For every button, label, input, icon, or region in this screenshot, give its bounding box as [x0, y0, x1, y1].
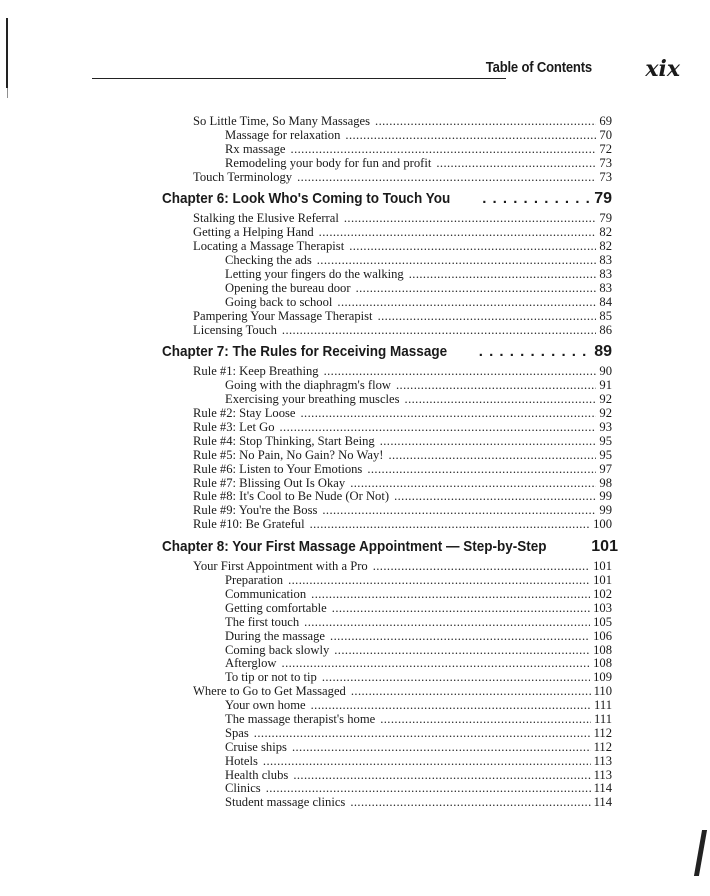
entry-page-number: 72	[599, 141, 612, 156]
entry-page-number: 108	[593, 642, 612, 657]
entry-title: So Little Time, So Many Massages	[193, 114, 371, 128]
toc-subsection-entry[interactable]	[162, 630, 612, 644]
entry-page-number: 73	[599, 155, 612, 170]
entry-page-number: 101	[593, 573, 612, 588]
chapter-heading[interactable]	[162, 341, 612, 363]
entry-title: Hotels	[225, 753, 258, 768]
dot-leader	[337, 296, 596, 310]
entry-title: Rule #5: No Pain, No Gain? No Way!	[193, 447, 384, 462]
entry-title: Going back to school	[225, 294, 333, 309]
running-head-title: Table of Contents	[485, 60, 592, 76]
toc-section-entry[interactable]	[162, 365, 612, 379]
toc-subsection-entry[interactable]	[162, 782, 612, 796]
entry-title: Rule #1: Keep Breathing	[193, 364, 319, 379]
entry-title: Pampering Your Massage Therapist	[193, 308, 373, 323]
entry-title: Touch Terminology	[193, 169, 293, 184]
dot-leader	[280, 421, 597, 435]
dot-leader	[378, 310, 597, 324]
dot-leader	[334, 644, 590, 658]
entry-title: Clinics	[225, 781, 261, 796]
toc-subsection-entry[interactable]	[162, 393, 612, 407]
dot-leader	[324, 365, 597, 379]
entry-title: Checking the ads	[225, 253, 312, 268]
dot-leader	[373, 560, 590, 574]
chapter-title: Chapter 8: Your First Massage Appointment — Step-by-Step	[162, 538, 547, 556]
toc-subsection-entry[interactable]	[162, 574, 612, 588]
entry-title: Rule #4: Stop Thinking, Start Being	[193, 433, 375, 448]
entry-page-number: 83	[599, 280, 612, 295]
toc-section-entry[interactable]	[162, 685, 612, 699]
toc-subsection-entry[interactable]	[162, 143, 612, 157]
dot-leader	[344, 212, 597, 226]
entry-title: Stalking the Elusive Referral	[193, 211, 339, 226]
dot-leader	[282, 324, 597, 338]
entry-title: Afterglow	[225, 656, 277, 671]
entry-title: Rx massage	[225, 141, 286, 156]
entry-page-number: 105	[593, 614, 612, 629]
dot-leader	[356, 282, 597, 296]
page-number: xix	[645, 56, 680, 82]
dot-leader	[311, 588, 590, 602]
entry-page-number: 73	[599, 169, 612, 184]
entry-title: Rule #2: Stay Loose	[193, 406, 296, 421]
toc-section-entry[interactable]	[162, 324, 612, 338]
entry-title: Rule #9: You're the Boss	[193, 503, 318, 518]
entry-title: Opening the bureau door	[225, 280, 351, 295]
entry-title: Communication	[225, 586, 307, 601]
entry-title: Student massage clinics	[225, 795, 346, 810]
entry-page-number: 111	[594, 711, 612, 726]
toc-subsection-entry[interactable]	[162, 588, 612, 602]
dot-leader	[304, 616, 590, 630]
entry-page-number: 82	[599, 239, 612, 254]
toc-subsection-entry[interactable]	[162, 616, 612, 630]
entry-title: Coming back slowly	[225, 642, 330, 657]
dot-leader	[396, 379, 596, 393]
entry-title: Exercising your breathing muscles	[225, 392, 400, 407]
entry-page-number: 79	[599, 211, 612, 226]
dot-leader	[332, 602, 590, 616]
chapter-title: Chapter 6: Look Who's Coming to Touch You	[162, 190, 451, 208]
toc-subsection-entry[interactable]	[162, 671, 612, 685]
toc-subsection-entry[interactable]	[162, 602, 612, 616]
dot-leader	[380, 713, 591, 727]
entry-title: Spas	[225, 725, 249, 740]
toc-subsection-entry[interactable]	[162, 644, 612, 658]
dot-leader	[322, 504, 596, 518]
entry-page-number: 97	[599, 461, 612, 476]
dot-leader	[254, 727, 591, 741]
table-of-contents	[162, 114, 618, 810]
entry-page-number: 90	[599, 364, 612, 379]
toc-subsection-entry[interactable]	[162, 296, 612, 310]
toc-section-entry[interactable]	[162, 115, 612, 129]
dot-leader	[301, 407, 597, 421]
dot-leader	[266, 782, 591, 796]
toc-section-entry[interactable]	[162, 421, 612, 435]
dot-leader	[345, 129, 596, 143]
entry-title: Rule #8: It's Cool to Be Nude (Or Not)	[193, 489, 390, 504]
dot-leader	[409, 268, 597, 282]
entry-title: Rule #7: Blissing Out Is Okay	[193, 475, 346, 490]
toc-section-entry[interactable]	[162, 435, 612, 449]
entry-title: Licensing Touch	[193, 322, 277, 337]
chapter-heading[interactable]	[162, 536, 618, 558]
entry-title: Rule #6: Listen to Your Emotions	[193, 461, 363, 476]
dot-leader	[394, 490, 596, 504]
entry-title: Your First Appointment with a Pro	[193, 559, 368, 574]
chapter-page-number: 89	[594, 343, 612, 361]
dot-leader	[350, 796, 590, 810]
entry-page-number: 103	[593, 600, 612, 615]
dot-leader	[310, 518, 591, 532]
dot-leader	[288, 574, 590, 588]
entry-page-number: 84	[599, 294, 612, 309]
entry-page-number: 113	[593, 753, 612, 768]
toc-section-entry[interactable]	[162, 518, 612, 532]
dot-leader	[350, 477, 596, 491]
dot-leader	[311, 699, 591, 713]
entry-page-number: 93	[599, 420, 612, 435]
dot-leader	[263, 755, 591, 769]
scan-artifact	[694, 830, 707, 876]
entry-page-number: 109	[593, 670, 612, 685]
entry-title: Rule #10: Be Grateful	[193, 517, 305, 532]
entry-page-number: 112	[593, 725, 612, 740]
entry-page-number: 100	[593, 517, 612, 532]
toc-subsection-entry[interactable]	[162, 657, 612, 671]
entry-page-number: 70	[599, 127, 612, 142]
dot-leader	[482, 188, 592, 210]
entry-page-number: 69	[599, 114, 612, 128]
dot-leader	[330, 630, 590, 644]
entry-page-number: 113	[593, 767, 612, 782]
toc-subsection-entry[interactable]	[162, 129, 612, 143]
entry-page-number: 99	[599, 489, 612, 504]
chapter-page-number: 79	[594, 190, 612, 208]
dot-leader	[388, 449, 596, 463]
entry-page-number: 82	[599, 225, 612, 240]
toc-subsection-entry[interactable]	[162, 282, 612, 296]
entry-title: Where to Go to Get Massaged	[193, 684, 346, 699]
entry-title: The massage therapist's home	[225, 711, 376, 726]
dot-leader	[367, 463, 596, 477]
entry-page-number: 91	[599, 378, 612, 393]
toc-section-entry[interactable]	[162, 226, 612, 240]
dot-leader	[405, 393, 597, 407]
toc-subsection-entry[interactable]	[162, 268, 612, 282]
entry-title: To tip or not to tip	[225, 670, 317, 685]
entry-page-number: 86	[599, 322, 612, 337]
dot-leader	[351, 685, 591, 699]
entry-title: Letting your fingers do the walking	[225, 267, 404, 282]
header-rule	[92, 78, 506, 79]
entry-title: During the massage	[225, 628, 326, 643]
chapter-heading[interactable]	[162, 188, 612, 210]
toc-section-entry[interactable]	[162, 463, 612, 477]
dot-leader	[282, 657, 591, 671]
dot-leader	[375, 115, 596, 129]
entry-title: Locating a Massage Therapist	[193, 239, 345, 254]
entry-title: Getting a Helping Hand	[193, 225, 314, 240]
entry-title: Cruise ships	[225, 739, 287, 754]
chapter-page-number: 101	[591, 538, 618, 556]
toc-subsection-entry[interactable]	[162, 755, 612, 769]
entry-title: Massage for relaxation	[225, 127, 341, 142]
chapter-title: Chapter 7: The Rules for Receiving Massage	[162, 343, 448, 361]
entry-title: Your own home	[225, 698, 306, 713]
entry-page-number: 92	[599, 392, 612, 407]
dot-leader	[293, 769, 590, 783]
entry-page-number: 114	[593, 795, 612, 810]
entry-title: Getting comfortable	[225, 600, 327, 615]
dot-leader	[291, 143, 597, 157]
entry-page-number: 83	[599, 253, 612, 268]
dot-leader	[297, 171, 596, 185]
entry-title: Preparation	[225, 573, 284, 588]
toc-section-entry[interactable]	[162, 240, 612, 254]
dot-leader	[319, 226, 597, 240]
dot-leader	[322, 671, 590, 685]
toc-subsection-entry[interactable]	[162, 699, 612, 713]
entry-page-number: 111	[594, 698, 612, 713]
toc-subsection-entry[interactable]	[162, 713, 612, 727]
dot-leader	[436, 157, 596, 171]
entry-page-number: 95	[599, 433, 612, 448]
toc-subsection-entry[interactable]	[162, 157, 612, 171]
toc-subsection-entry[interactable]	[162, 796, 612, 810]
dot-leader	[317, 254, 597, 268]
toc-section-entry[interactable]	[162, 171, 612, 185]
toc-subsection-entry[interactable]	[162, 741, 612, 755]
entry-title: Rule #3: Let Go	[193, 420, 275, 435]
entry-page-number: 85	[599, 308, 612, 323]
toc-section-entry[interactable]	[162, 477, 612, 491]
entry-page-number: 101	[593, 559, 612, 574]
entry-page-number: 102	[593, 586, 612, 601]
toc-section-entry[interactable]	[162, 449, 612, 463]
entry-page-number: 99	[599, 503, 612, 518]
toc-section-entry[interactable]	[162, 407, 612, 421]
dot-leader	[349, 240, 596, 254]
entry-page-number: 95	[599, 447, 612, 462]
toc-subsection-entry[interactable]	[162, 769, 612, 783]
entry-page-number: 110	[593, 684, 612, 699]
entry-page-number: 114	[593, 781, 612, 796]
entry-title: The first touch	[225, 614, 300, 629]
toc-section-entry[interactable]	[162, 490, 612, 504]
entry-page-number: 106	[593, 628, 612, 643]
toc-subsection-entry[interactable]	[162, 254, 612, 268]
toc-section-entry[interactable]	[162, 560, 612, 574]
dot-leader	[479, 341, 592, 363]
toc-subsection-entry[interactable]	[162, 379, 612, 393]
entry-page-number: 92	[599, 406, 612, 421]
dot-leader	[380, 435, 597, 449]
entry-page-number: 83	[599, 267, 612, 282]
scan-artifact	[7, 70, 8, 98]
toc-section-entry[interactable]	[162, 504, 612, 518]
entry-page-number: 108	[593, 656, 612, 671]
toc-section-entry[interactable]	[162, 310, 612, 324]
entry-title: Remodeling your body for fun and profit	[225, 155, 432, 170]
entry-page-number: 112	[593, 739, 612, 754]
entry-title: Health clubs	[225, 767, 289, 782]
toc-subsection-entry[interactable]	[162, 727, 612, 741]
toc-section-entry[interactable]	[162, 212, 612, 226]
entry-title: Going with the diaphragm's flow	[225, 378, 391, 393]
page-header	[92, 58, 682, 84]
entry-page-number: 98	[599, 475, 612, 490]
dot-leader	[292, 741, 591, 755]
